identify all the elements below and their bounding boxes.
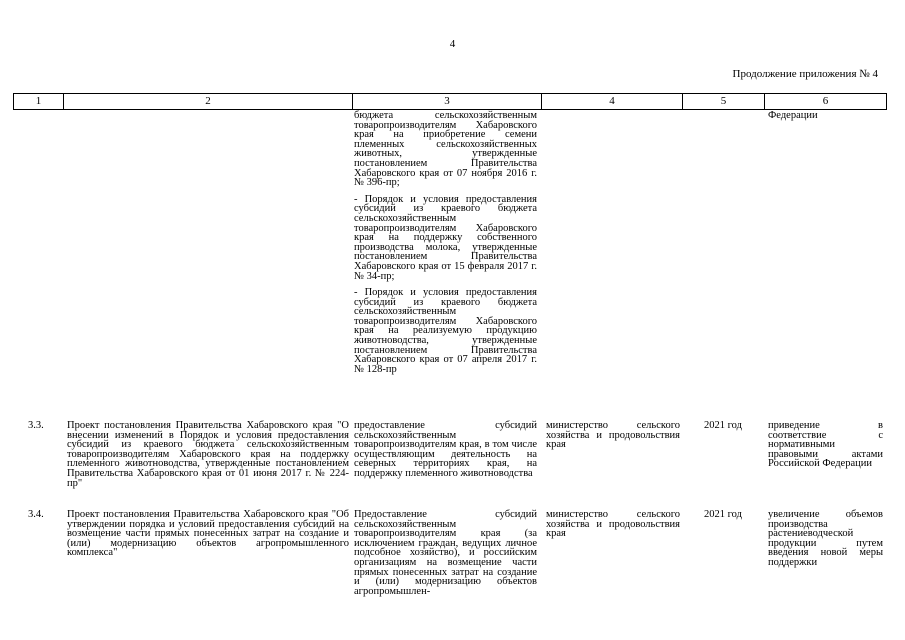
row-executor: министерство сельского хозяйства и продовольствия края [546, 509, 680, 540]
row-result: приведение в соответствие с нормативными правовыми актами Российской Федерации [768, 420, 883, 470]
header-col-2: 2 [64, 94, 353, 110]
continued-col3-para-2: - Порядок и условия предоставления субсидий из краевого бюджета сельскохозяйственным товаропроизводителям Хабаровского края на поддержку собственного производства молока, утвержденные постановлением Правительства Хабаровского края от 15 февраля 2017 г. № 34-пр; [354, 193, 537, 282]
continued-col6: Федерации [768, 110, 818, 121]
continued-col3-para-3: - Порядок и условия предоставления субсидий из краевого бюджета сельскохозяйственным товаропроизводителям Хабаровского края на реализуемую продукцию животноводства, утвержденные постановлением Правительства Хабаровского края от 07 апреля 2017 г. № 128-пр [354, 287, 537, 375]
row-result: увеличение объемов производства растениеводческой продукции путем введения новой меры поддержки [768, 509, 883, 568]
header-col-1: 1 [14, 94, 64, 110]
row-number: 3.4. [28, 509, 44, 520]
row-year: 2021 год [704, 509, 742, 520]
page-number: 4 [449, 38, 456, 50]
row-number: 3.3. [28, 420, 44, 431]
header-col-5: 5 [683, 94, 765, 110]
table-header [13, 93, 887, 110]
continuation-label: Продолжение приложения № 4 [732, 68, 878, 80]
continued-col3-para-1: бюджета сельскохозяйственным товаропроизводителям Хабаровского края на приобретение семени племенных сельскохозяйственных животных, утвержденные постановлением Правительства Хабаровского края от 07 ноября 2016 г. № 396-пр; [354, 110, 537, 189]
row-content: предоставление субсидий сельскохозяйственным товаропроизводителям края, в том числе осуществляющим деятельность на северных территориях края, на поддержку племенного животноводства [354, 420, 537, 479]
row-name: Проект постановления Правительства Хабаровского края "Об утверждении порядка и условий предоставления субсидий на возмещение части прямых понесенных затрат на создание и (или) модернизацию объектов агропромышленного комплекса" [67, 509, 349, 559]
row-executor: министерство сельского хозяйства и продовольствия края [546, 420, 680, 451]
row-content: Предоставление субсидий сельскохозяйственным товаропроизводителям края (за исключением граждан, ведущих личное подсобное хозяйство), и российским организациям на возмещение части прямых понесенных затрат на создание и (или) модернизацию объектов агропромышлен- [354, 509, 537, 597]
header-col-4: 4 [542, 94, 683, 110]
row-year: 2021 год [704, 420, 742, 431]
header-col-3: 3 [353, 94, 542, 110]
continued-col3 [354, 111, 537, 374]
row-name: Проект постановления Правительства Хабаровского края "О внесении изменений в Порядок и условия предоставления субсидий из краевого бюджета сельскохозяйственным товаропроизводителям Хабаровского края на поддержку племенного животноводства, утвержденные постановлением Правительства Хабаровского края от 01 июня 2017 г. № 224-пр" [67, 420, 349, 489]
header-col-6: 6 [765, 94, 887, 110]
header-row [14, 94, 887, 110]
